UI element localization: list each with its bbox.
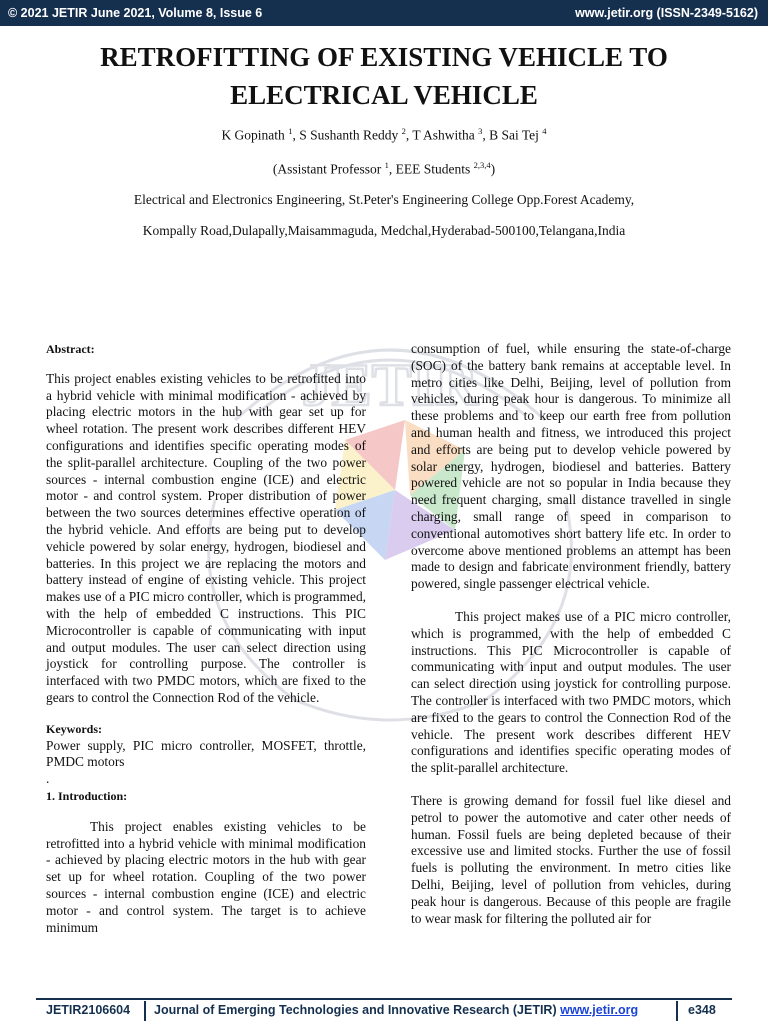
right-paragraph-3: There is growing demand for fossil fuel like diesel and petrol to power the automotive and cater other needs of human. Fossil fuels are being depleted because of their excessive use and limited stocks. Further the use of fossil fuels is polluting the environment. In metro cities like Delhi, Beijing, level of pollution from vehicles, during peak hour is dangerous. Because of this people are fragile to wear mask for filtering the polluted air for xyxy=(411,792,731,926)
watermark-text: JETIR xyxy=(301,352,479,418)
paper-title xyxy=(20,38,748,114)
footer-bar xyxy=(36,1001,732,1021)
intro-text: This project enables existing vehicles to be retrofitted into a hybrid vehicle with minimal modification - achieved by placing electric motors in the hub with gear set up for wheel rotation. Coupling of the two power sources - internal combustion engine (ICE) and electric motor - and control system. The target is to achieve minimum xyxy=(46,818,366,935)
author-sup: 2 xyxy=(401,126,406,136)
roles-sup-2: 2,3,4 xyxy=(473,160,491,170)
author-sup: 3 xyxy=(478,126,483,136)
header-bar xyxy=(0,0,768,26)
author-roles xyxy=(0,160,768,178)
footer-rule xyxy=(36,998,732,1000)
author-name: S Sushanth Reddy xyxy=(299,127,399,143)
affiliation-line-1: Electrical and Electronics Engineering, St.Peter's Engineering College Opp.Forest Academy, xyxy=(133,192,635,207)
footer-separator xyxy=(144,1001,146,1021)
author-sup: 4 xyxy=(542,126,547,136)
footer-paper-id: JETIR2106604 xyxy=(46,1003,131,1017)
author-name: T Ashwitha xyxy=(412,127,475,143)
footer-separator xyxy=(676,1001,678,1021)
roles-prefix: (Assistant Professor xyxy=(272,161,382,177)
header-journal-url[interactable]: www.jetir.org (ISSN-2349-5162) xyxy=(575,6,758,20)
footer-page-number: e348 xyxy=(688,1003,716,1017)
footer-journal xyxy=(154,1003,638,1017)
affiliation-line-2: Kompally Road,Dulapally,Maisammaguda, Medchal,Hyderabad-500100,Telangana,India xyxy=(142,223,626,238)
author-name: B Sai Tej xyxy=(489,127,539,143)
author-list: K Gopinath $^1$, S Sushanth Reddy $^2$, T Ashwitha $^3$, B Sai Tej $^4$ xyxy=(221,126,547,143)
roles-mid: , EEE Students xyxy=(388,161,471,177)
roles-sup-1: 1 xyxy=(384,160,389,170)
author-name: K Gopinath xyxy=(221,127,285,143)
abstract-text: This project enables existing vehicles to be retrofitted into a hybrid vehicle with minimal modification - achieved by placing electric motors in the hub with gear set up for wheel rotation. The present work describes different HEV configurations and identifies specific operating modes of the split-parallel architecture. Coupling of the two power sources - internal combustion engine (ICE) and electric motor - and control system. Proper distribution of power between the two sources determines effective operation of the hybrid vehicle. And efforts are being put to develop vehicle powered by solar energy, hydrogen, biodiesel and batteries. In this project we are replacing the motors and battery instead of engine of existing vehicle. This project makes use of a PIC micro controller, which is programmed, with the help of embedded C instructions. This PIC Microcontroller is capable of communicating with input and output modules. The user can select direction using joystick for controlling purpose. The controller is interfaced with two PMDC motors, which are fixed to the gears to control the Connection Rod of the vehicle. xyxy=(46,370,366,705)
title-line-2: ELECTRICAL VEHICLE xyxy=(230,80,538,110)
right-column xyxy=(411,341,731,927)
keywords-text: Power supply, PIC micro controller, MOSFET, throttle, PMDC motors xyxy=(46,737,366,770)
left-column xyxy=(46,341,366,936)
abstract-heading: Abstract: xyxy=(46,342,95,356)
footer-journal-name: Journal of Emerging Technologies and Innovative Research (JETIR) xyxy=(154,1003,557,1017)
author-sup: 1 xyxy=(288,126,293,136)
roles-suffix: ) xyxy=(490,161,496,177)
header-issue-info: © 2021 JETIR June 2021, Volume 8, Issue 6 xyxy=(8,6,263,20)
stray-dot: . xyxy=(46,771,50,787)
right-paragraph-2: This project makes use of a PIC micro controller, which is programmed, with the help of embedded C instructions. This PIC Microcontroller is capable of communicating with input and output modules. The user can select direction using joystick for controlling purpose. The controller is interfaced with two PMDC motors, which are fixed to the gears to control the Connection Rod of the vehicle. The present work describes different HEV configurations and identifies specific operating modes of the split-parallel architecture. xyxy=(411,608,731,776)
intro-heading: 1. Introduction: xyxy=(46,788,128,803)
keywords-heading: Keywords: xyxy=(46,721,102,736)
footer-journal-link[interactable]: www.jetir.org xyxy=(560,1003,639,1017)
title-line-1: RETROFITTING OF EXISTING VEHICLE TO xyxy=(100,42,668,72)
right-paragraph-1: consumption of fuel, while ensuring the state-of-charge (SOC) of the battery bank remains at acceptable level. In metro cities like Delhi, Beijing, level of pollution from vehicles, during peak hour is dangerous. To minimize all these problems and to keep our earth free from pollution and human health and fitness, we introduced this project and efforts are being put to develop vehicle powered by solar energy, hydrogen, biodiesel and batteries. Battery powered vehicle are not so popular in India because they need frequent charging, small distance travelled in single charging, small range of speed in comparison to conventional automotives short battery life etc. In order to overcome above mentioned problems an attempt has been made to design and fabricate environment friendly, battery powered, single passenger electrical vehicle. xyxy=(411,341,731,592)
